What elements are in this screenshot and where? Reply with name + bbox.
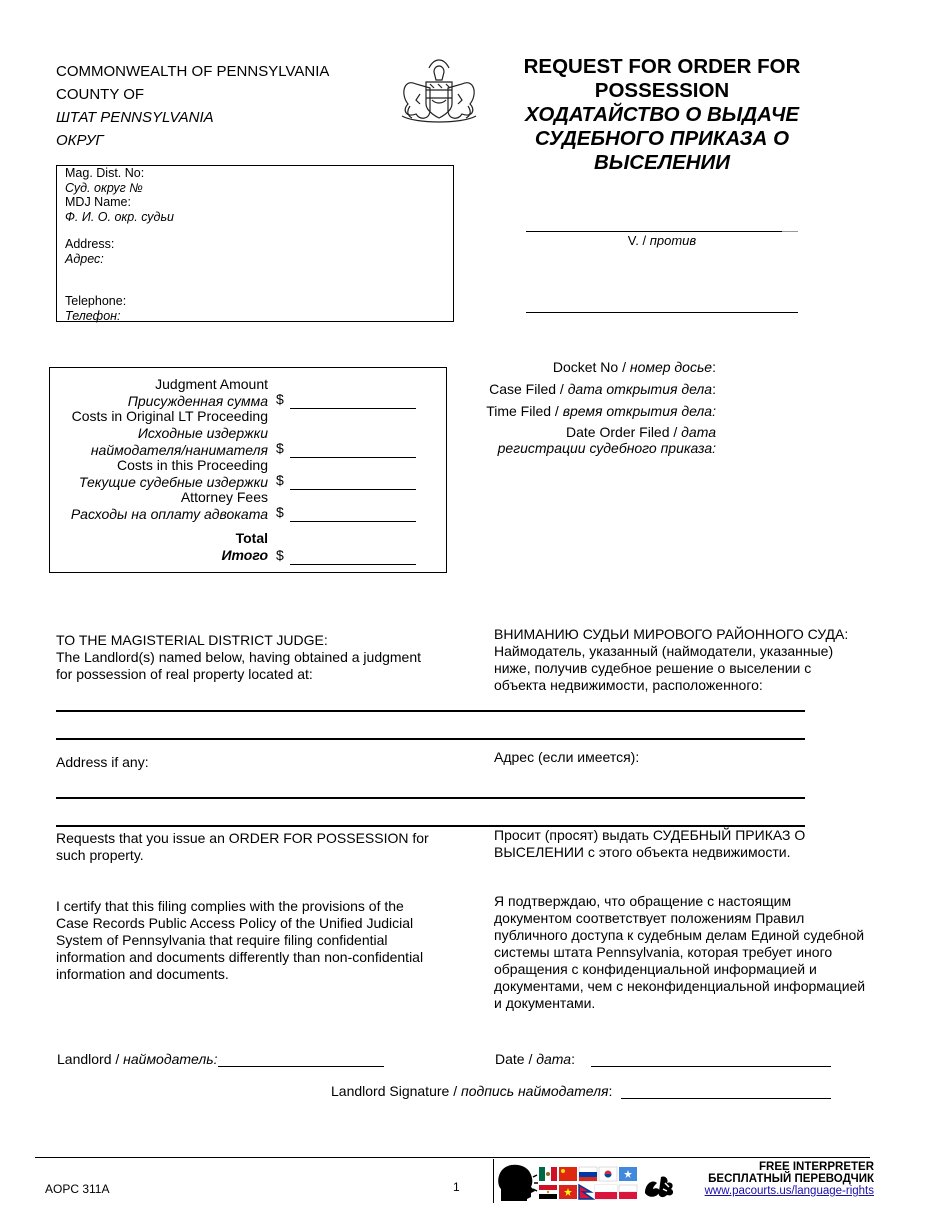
costs-this-label-ru: Текущие судебные издержки (78, 474, 268, 490)
time-filed-field: Time Filed / время открытия дела: (486, 403, 716, 419)
costs-original-field[interactable] (290, 457, 416, 458)
footer-divider (35, 1157, 870, 1158)
total-currency: $ (276, 547, 284, 563)
attorney-fees-currency: $ (276, 504, 284, 520)
requests-text-ru: Просит (просят) выдать СУДЕБНЫЙ ПРИКАЗ О ВЫСЕЛЕНИИ с этого объекта недвижимости. (494, 827, 806, 860)
defendant-line[interactable] (526, 312, 798, 313)
total-field[interactable] (290, 564, 416, 565)
certify-text-ru: Я подтверждаю, что обращение с настоящим документом соответствует положениям Правил публичного доступа к судебным делам Единой судебной системы штата Pennsylvania, которая требует иного обращения с конфиденциальной информацией и документами, чем с неконфиденциальной информацией и документами. (494, 893, 866, 1011)
plaintiff-line[interactable] (526, 231, 782, 232)
footer-separator (493, 1159, 494, 1203)
property-location-line-2[interactable] (56, 738, 805, 740)
mag-dist-no-label-ru: Суд. округ № (65, 180, 143, 195)
page-number: 1 (453, 1180, 460, 1194)
docket-info (460, 358, 716, 456)
date-order-filed-field-ru: регистрации судебного приказа: (497, 440, 716, 456)
landlord-field-label: Landlord / наймодатель: (57, 1051, 218, 1067)
property-location-line-1[interactable] (56, 710, 805, 712)
judgment-amount-label-ru: Присужденная сумма (127, 393, 268, 409)
county-label-ru: ОКРУГ (56, 132, 104, 149)
landlord-intro-text-ru: Наймодатель, указанный (наймодатели, указанные) ниже, получив судебное решение о выселении с объекта недвижимости, расположенного: (494, 643, 834, 693)
address-line-1[interactable] (56, 797, 805, 799)
versus-label (526, 233, 798, 248)
plaintiff-line-tail (782, 231, 798, 232)
requests-text: Requests that you issue an ORDER FOR POSSESSION for such property. (56, 830, 429, 863)
costs-original-label-ru-2: наймодателя/нанимателя (90, 442, 268, 458)
address-if-any-label: Address if any: (56, 754, 149, 770)
to-judge-heading-ru: ВНИМАНИЮ СУДЬИ МИРОВОГО РАЙОННОГО СУДА: (494, 626, 849, 642)
free-interpreter-label-ru: БЕСПЛАТНЫЙ ПЕРЕВОДЧИК (708, 1173, 874, 1185)
versus-en: V. / (627, 233, 650, 248)
signature-field[interactable] (621, 1098, 831, 1099)
form-title-ru: ХОДАТАЙСТВО О ВЫДАЧЕ СУДЕБНОГО ПРИКАЗА О ВЫСЕЛЕНИИ (524, 103, 800, 174)
signature-field-label: Landlord Signature / подпись наймодателя: (331, 1083, 613, 1099)
commonwealth-label: COMMONWEALTH OF PENNSYLVANIA (56, 63, 330, 80)
date-order-filed-field: Date Order Filed / дата (566, 424, 716, 440)
versus-ru: против (649, 233, 697, 248)
address-label-ru: Адрес: (65, 251, 104, 266)
interpreter-notice (688, 1161, 874, 1197)
judgment-amount-field[interactable] (290, 408, 416, 409)
telephone-label: Telephone: (65, 294, 127, 308)
landlord-intro-text: The Landlord(s) named below, having obtained a judgment for possession of real property located at: (56, 649, 422, 682)
costs-original-currency: $ (276, 440, 284, 456)
total-label-ru: Итого (221, 547, 268, 563)
date-field[interactable] (591, 1066, 831, 1067)
attorney-fees-field[interactable] (290, 521, 416, 522)
to-judge-block-ru (494, 626, 862, 694)
language-flags-icon (497, 1163, 685, 1203)
judgment-amount-label: Judgment Amount (155, 376, 268, 392)
certify-text: I certify that this filing complies with the provisions of the Case Records Public Access Policy of the Unified Judicial System of Pennsylvania that require filing confidential information and documents differently than non-confidential information and documents. (56, 898, 424, 982)
language-rights-link[interactable]: www.pacourts.us/language-rights (704, 1185, 874, 1197)
docket-no-field: Docket No / номер досье: (552, 359, 716, 375)
telephone-label-ru: Телефон: (65, 308, 121, 323)
form-title-en: REQUEST FOR ORDER FOR POSSESSION (523, 55, 801, 102)
attorney-fees-label-ru: Расходы на оплату адвоката (70, 506, 268, 522)
costs-original-label-ru-1: Исходные издержки (137, 425, 268, 441)
amounts-box (49, 367, 447, 573)
landlord-field[interactable] (218, 1066, 384, 1067)
address-if-any-label-ru: Адрес (если имеется): (494, 749, 640, 765)
case-filed-field: Case Filed / дата открытия дела: (489, 381, 716, 397)
to-judge-block (56, 632, 434, 683)
state-label-ru: ШТАТ PENNSYLVANIA (56, 109, 214, 126)
to-judge-heading: TO THE MAGISTERIAL DISTRICT JUDGE: (56, 632, 328, 648)
form-title (496, 55, 828, 175)
pennsylvania-seal-icon (396, 54, 482, 126)
mag-dist-no-label: Mag. Dist. No: (65, 166, 145, 180)
form-id: AOPC 311A (45, 1182, 110, 1196)
costs-this-field[interactable] (290, 489, 416, 490)
address-label: Address: (65, 237, 115, 251)
mdj-name-label: MDJ Name: (65, 195, 131, 209)
costs-this-label: Costs in this Proceeding (117, 457, 268, 473)
county-label: COUNTY OF (56, 86, 145, 103)
free-interpreter-label: FREE INTERPRETER (758, 1161, 874, 1173)
attorney-fees-label: Attorney Fees (180, 489, 268, 505)
jurisdiction-header (56, 60, 329, 152)
date-field-label: Date / дата: (495, 1051, 575, 1067)
judgment-currency: $ (276, 391, 284, 407)
court-info-box (56, 165, 454, 322)
costs-this-currency: $ (276, 472, 284, 488)
costs-original-label: Costs in Original LT Proceeding (71, 408, 268, 424)
mdj-name-label-ru: Ф. И. О. окр. судьи (65, 209, 174, 224)
total-label: Total (235, 530, 268, 546)
